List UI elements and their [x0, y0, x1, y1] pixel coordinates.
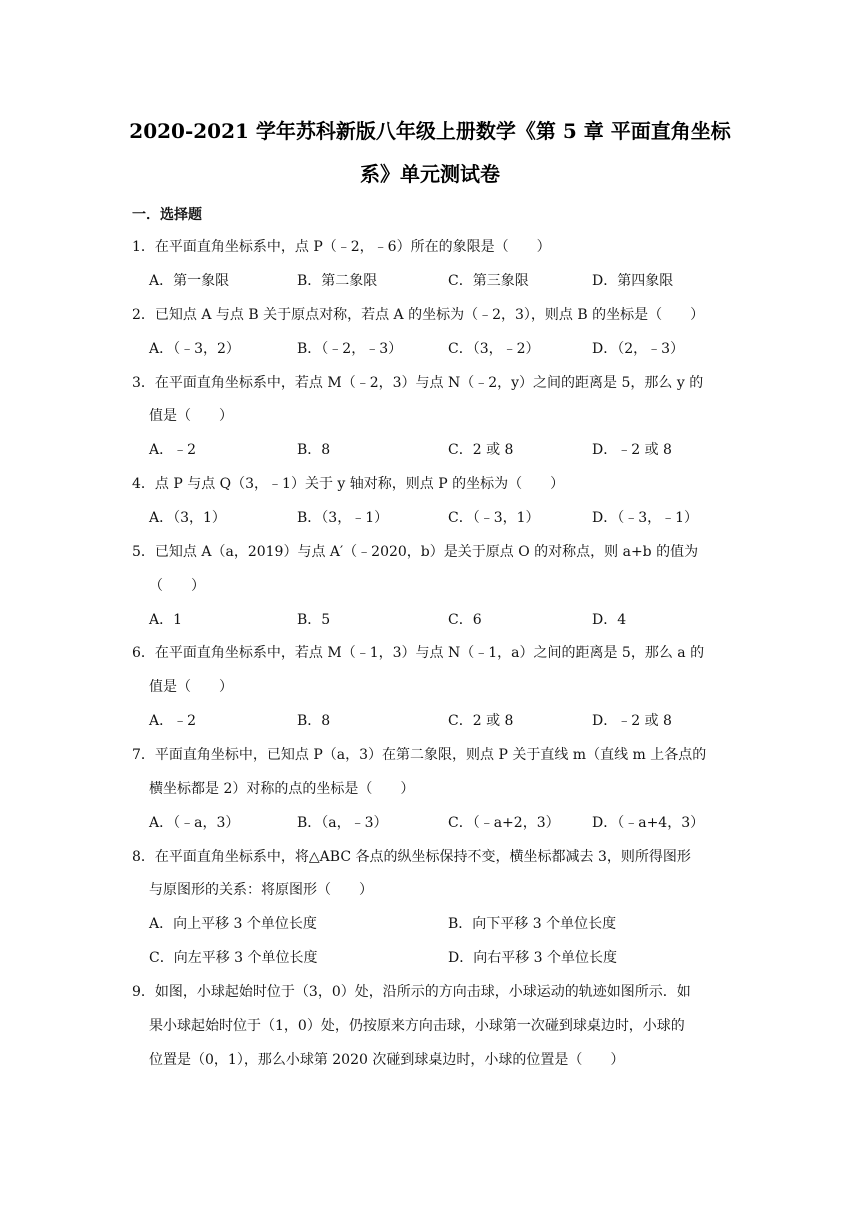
question-7-option-a: A．（﹣a，3） [149, 815, 240, 831]
question-8-text-line-2: 与原图形的关系：将原图形（ ） [149, 882, 373, 898]
question-4-option-b: B．（3，﹣1） [297, 510, 389, 526]
question-2-option-b: B．（﹣2，﹣3） [297, 341, 403, 357]
question-3-option-a: A．﹣2 [149, 442, 197, 458]
question-8-option-c: C．向左平移 3 个单位长度 [149, 950, 318, 966]
question-8-option-a: A．向上平移 3 个单位长度 [149, 916, 317, 932]
question-6-text-line-2: 值是（ ） [149, 679, 233, 695]
question-8-text-line-1: 8．在平面直角坐标系中，将△ABC 各点的纵坐标保持不变，横坐标都减去 3，则所得图形 [132, 849, 691, 865]
question-5-text-line-2: （ ） [149, 578, 205, 594]
question-5-option-d: D．4 [592, 612, 627, 628]
question-4-text: 4．点 P 与点 Q（3，﹣1）关于 y 轴对称，则点 P 的坐标为（ ） [132, 476, 565, 492]
question-1-text: 1．在平面直角坐标系中，点 P（﹣2，﹣6）所在的象限是（ ） [132, 239, 551, 255]
question-9-text-line-2: 果小球起始时位于（1，0）处，仍按原来方向击球，小球第一次碰到球桌边时，小球的 [149, 1018, 685, 1034]
question-7-text-line-1: 7．平面直角坐标中，已知点 P（a，3）在第二象限，则点 P 关于直线 m（直线 m 上各点的 [132, 747, 707, 763]
question-6-option-d: D．﹣2 或 8 [592, 713, 672, 729]
question-1-option-d: D．第四象限 [592, 273, 674, 289]
question-7-text-line-2: 横坐标都是 2）对称的点的坐标是（ ） [149, 781, 415, 797]
question-2-text: 2．已知点 A 与点 B 关于原点对称，若点 A 的坐标为（﹣2，3），则点 B 的坐标是（ ） [132, 307, 705, 323]
question-5-option-a: A．1 [149, 612, 183, 628]
question-5-option-c: C．6 [448, 612, 482, 628]
question-8-option-d: D．向右平移 3 个单位长度 [448, 950, 618, 966]
question-2-option-d: D．（2，﹣3） [592, 341, 685, 357]
question-6-option-c: C．2 或 8 [448, 713, 514, 729]
question-7-option-d: D．（﹣a+4，3） [592, 815, 705, 831]
question-3-text-line-2: 值是（ ） [149, 408, 233, 424]
page-title-line-1: 2020-2021 学年苏科新版八年级上册数学《第 5 章 平面直角坐标 [129, 119, 731, 143]
question-6-option-a: A．﹣2 [149, 713, 197, 729]
question-7-option-b: B．（a，﹣3） [297, 815, 388, 831]
question-2-option-a: A．（﹣3，2） [149, 341, 240, 357]
question-1-option-c: C．第三象限 [448, 273, 529, 289]
question-3-text-line-1: 3．在平面直角坐标系中，若点 M（﹣2，3）与点 N（﹣2，y）之间的距离是 5，那么 y 的 [132, 375, 704, 391]
question-2-option-c: C．（3，﹣2） [448, 341, 540, 357]
question-1-option-b: B．第二象限 [297, 273, 378, 289]
question-9-text-line-1: 9．如图，小球起始时位于（3，0）处，沿所示的方向击球，小球运动的轨迹如图所示．如 [132, 984, 691, 1000]
page-title-line-2: 系》单元测试卷 [360, 162, 500, 186]
question-6-option-b: B．8 [297, 713, 331, 729]
question-8-option-b: B．向下平移 3 个单位长度 [448, 916, 617, 932]
question-1-option-a: A．第一象限 [149, 273, 230, 289]
question-5-option-b: B．5 [297, 612, 331, 628]
question-4-option-c: C．（﹣3，1） [448, 510, 540, 526]
question-4-option-d: D．（﹣3，﹣1） [592, 510, 699, 526]
question-5-text-line-1: 5．已知点 A（a，2019）与点 A′（﹣2020，b）是关于原点 O 的对称点，则 a+b 的值为 [132, 544, 699, 560]
question-4-option-a: A．（3，1） [149, 510, 226, 526]
question-6-text-line-1: 6．在平面直角坐标系中，若点 M（﹣1，3）与点 N（﹣1，a）之间的距离是 5，那么 a 的 [132, 645, 705, 661]
question-3-option-c: C．2 或 8 [448, 442, 514, 458]
question-3-option-b: B．8 [297, 442, 331, 458]
section-heading: 一．选择题 [132, 207, 202, 223]
question-3-option-d: D．﹣2 或 8 [592, 442, 672, 458]
question-7-option-c: C．（﹣a+2，3） [448, 815, 560, 831]
question-9-text-line-3: 位置是（0，1），那么小球第 2020 次碰到球桌边时，小球的位置是（ ） [149, 1052, 625, 1068]
